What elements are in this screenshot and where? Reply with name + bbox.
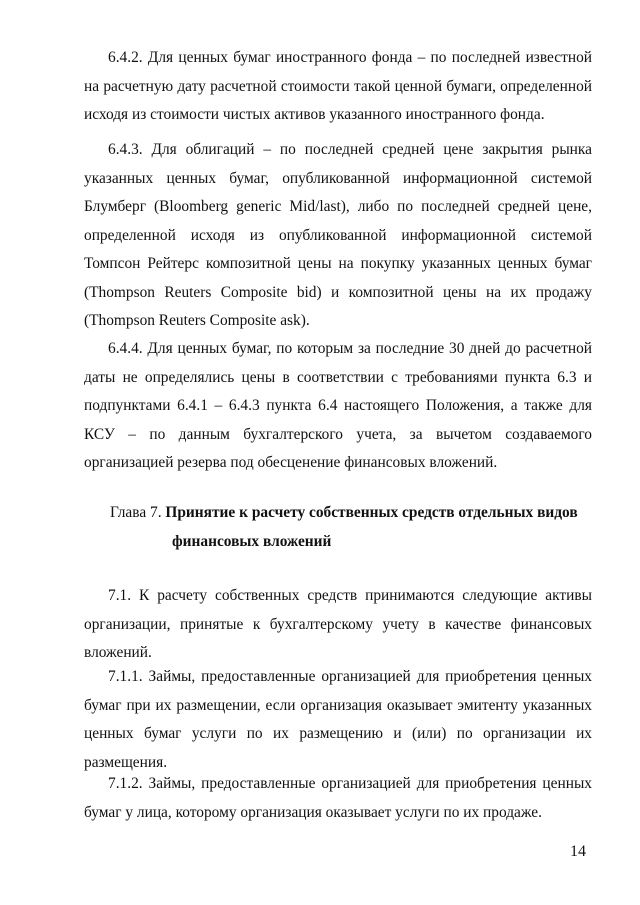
paragraph-6-4-4: 6.4.4. Для ценных бумаг, по которым за последние 30 дней до расчетной даты не определялись цены в соответствии с требованиями пункта 6.3 и подпунктами 6.4.1 – 6.4.3 пункта 6.4 настоящего Положения, а также для КСУ – по данным бухгалтерского учета, за вычетом создаваемого организацией резерва под обесценение финансовых вложений. — [84, 340, 592, 471]
page-number: 14 — [570, 843, 586, 860]
chapter-title-line2: финансовых вложений — [172, 532, 332, 550]
paragraph-7-1-2: 7.1.2. Займы, предоставленные организацией для приобретения ценных бумаг у лица, которому организация оказывает услуги по их продаже. — [84, 775, 592, 821]
paragraph-7-1-1: 7.1.1. Займы, предоставленные организацией для приобретения ценных бумаг при их размещении, если организация оказывает эмитенту указанных ценных бумаг услуги по их размещению и (или) по организации их размещения. — [84, 668, 592, 771]
paragraph-7-1: 7.1. К расчету собственных средств принимаются следующие активы организации, принятые к бухгалтерскому учету в качестве финансовых вложений. — [84, 587, 592, 661]
chapter-label: Глава 7. — [110, 504, 162, 521]
chapter-heading — [110, 499, 592, 556]
chapter-title-line1: Принятие к расчету собственных средств отдельных видов — [165, 504, 578, 521]
paragraph-6-4-3: 6.4.3. Для облигаций – по последней средней цене закрытия рынка указанных ценных бумаг, опубликованной информационной системой Блумберг (Bloomberg generic Mid/last), либо по последней средней цене, определенной исходя из опубликованной информационной системой Томпсон Рейтерс композитной цены на покупку указанных ценных бумаг (Thompson Reuters Composite bid) и композитной цены на их продажу (Thompson Reuters Composite ask). — [84, 141, 592, 329]
paragraph-6-4-2: 6.4.2. Для ценных бумаг иностранного фонда – по последней известной на расчетную дату расчетной стоимости такой ценной бумаги, определенной исходя из стоимости чистых активов указанного иностранного фонда. — [84, 49, 592, 123]
